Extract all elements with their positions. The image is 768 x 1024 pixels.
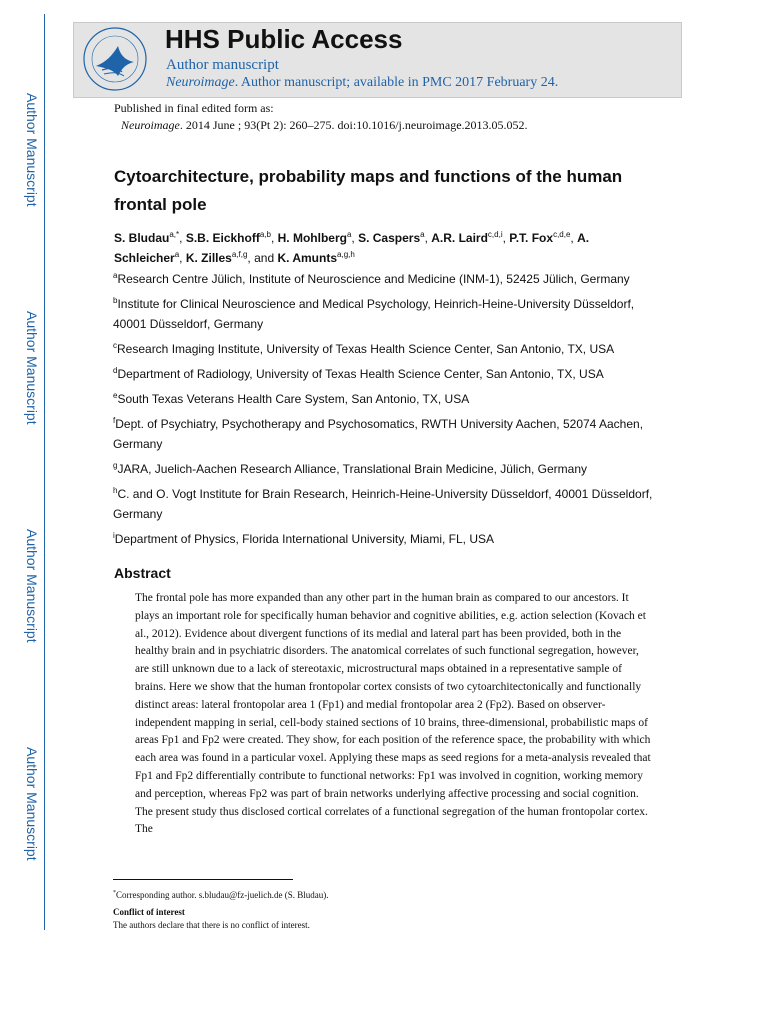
corresponding-author-note (113, 889, 673, 902)
affiliation-text: Department of Radiology, University of Texas Health Science Center, San Antonio, TX, USA (117, 367, 604, 381)
conflict-of-interest-heading: Conflict of interest (113, 907, 185, 917)
author-separator: , (179, 251, 186, 265)
author-affiliation-marker: c,d,i (487, 230, 503, 239)
margin-divider (44, 14, 45, 930)
author-separator: , (270, 231, 278, 245)
availability-text: . Author manuscript; available in PMC 2017 February 24. (234, 75, 559, 90)
affiliation-item (113, 269, 653, 289)
author-affiliation-marker: a,f,g (231, 250, 248, 259)
hhs-eagle-logo-icon (82, 26, 148, 92)
author-name: A. Schleicher (114, 231, 590, 265)
side-label-author-manuscript: Author Manuscript (24, 93, 40, 207)
affiliation-marker: b (113, 296, 118, 305)
affiliation-item (113, 364, 653, 384)
affiliation-item (113, 339, 653, 359)
author-affiliation-marker: a,* (169, 230, 180, 239)
footnotes (113, 889, 673, 932)
affiliation-text: Dept. of Psychiatry, Psychotherapy and Psychosomatics, RWTH University Aachen, 52074 Aachen, Germany (113, 417, 644, 451)
author-separator: , and (247, 251, 278, 265)
article-title: Cytoarchitecture, probability maps and functions of the human frontal pole (114, 167, 623, 214)
author-name: K. Zilles (185, 251, 232, 265)
published-in-block (114, 100, 528, 134)
author-affiliation-marker: a (174, 250, 180, 259)
author-separator: , (570, 231, 578, 245)
author-separator: , (502, 231, 510, 245)
author-name: H. Mohlberg (277, 231, 347, 245)
affiliation-marker: c (113, 341, 117, 350)
author-name: P.T. Fox (509, 231, 554, 245)
journal-availability-line (166, 75, 558, 91)
conflict-of-interest-text: The authors declare that there is no conflict of interest. (113, 920, 310, 930)
author-name: A.R. Laird (431, 231, 488, 245)
author-separator: , (351, 231, 359, 245)
author-name: K. Amunts (277, 251, 338, 265)
footnote-rule (113, 879, 293, 880)
citation-line (114, 117, 528, 134)
affiliation-marker: i (113, 531, 115, 540)
affiliation-text: Department of Physics, Florida International University, Miami, FL, USA (114, 532, 495, 546)
author-name: S.B. Eickhoff (185, 231, 260, 245)
side-label-author-manuscript: Author Manuscript (24, 529, 40, 643)
affiliation-marker: a (113, 271, 118, 280)
abstract-heading: Abstract (114, 565, 171, 581)
affiliation-marker: d (113, 366, 118, 375)
corresponding-author-text: Corresponding author. s.bludau@fz-juelich.de (S. Bludau). (116, 890, 329, 900)
affiliation-text: Institute for Clinical Neuroscience and Medical Psychology, Heinrich-Heine-University Düsseldorf, 40001 Düsseldorf, Germany (113, 297, 635, 331)
affiliation-text: South Texas Veterans Health Care System, San Antonio, TX, USA (117, 392, 470, 406)
affiliation-marker: f (113, 416, 116, 425)
affiliation-marker: e (113, 391, 118, 400)
side-label-author-manuscript: Author Manuscript (24, 311, 40, 425)
affiliation-list (113, 269, 653, 554)
author-name: S. Caspers (358, 231, 421, 245)
published-label: Published in final edited form as: (114, 101, 274, 115)
affiliation-text: Research Imaging Institute, University of Texas Health Science Center, San Antonio, TX, USA (117, 342, 615, 356)
author-name: S. Bludau (114, 231, 170, 245)
author-separator: , (424, 231, 432, 245)
author-manuscript-label: Author manuscript (166, 57, 279, 73)
hhs-public-access-title: HHS Public Access (165, 24, 403, 54)
affiliation-marker: h (113, 486, 118, 495)
affiliation-item (113, 294, 653, 334)
citation-journal: Neuroimage (121, 118, 180, 132)
footnote-marker: * (113, 890, 116, 896)
author-affiliation-marker: c,d,e (553, 230, 571, 239)
author-affiliation-marker: a (420, 230, 425, 239)
author-affiliation-marker: a (346, 230, 352, 239)
affiliation-text: C. and O. Vogt Institute for Brain Research, Heinrich-Heine-University Düsseldorf, 40001 Düsseldorf, Germany (113, 487, 653, 521)
affiliation-text: Research Centre Jülich, Institute of Neuroscience and Medicine (INM-1), 52425 Jülich, Germany (117, 272, 630, 286)
journal-name: Neuroimage (166, 75, 235, 90)
affiliation-item (113, 529, 653, 549)
affiliation-marker: g (113, 461, 118, 470)
author-affiliation-marker: a,g,h (337, 250, 355, 259)
citation-details: . 2014 June ; 93(Pt 2): 260–275. doi:10.1016/j.neuroimage.2013.05.052. (179, 118, 528, 132)
author-separator: , (179, 231, 186, 245)
affiliation-item (113, 389, 653, 409)
author-affiliation-marker: a,b (259, 230, 271, 239)
affiliation-item (113, 414, 653, 454)
affiliation-text: JARA, Juelich-Aachen Research Alliance, Translational Brain Medicine, Jülich, Germany (117, 462, 588, 476)
affiliation-item (113, 484, 653, 524)
abstract-body: The frontal pole has more expanded than any other part in the human brain as compared to our ancestors. It plays an important role for specifically human behavior and cognitive abilities, e.g. action selection (Kovach et al., 2012). Evidence about divergent functions of its medial and lateral part has been provided, both in the healthy brain and in psychiatric disorders. The anatomical correlates of such functional segregation, however, are still unknown due to a lack of stereotaxic, microstructural maps obtained in a representative sample of brains. Here we show that the human frontopolar cortex consists of two cytoarchitectonically and functionally distinct areas: lateral frontopolar area 1 (Fp1) and medial frontopolar area 2 (Fp2). Based on observer-independent mapping in serial, cell-body stained sections of 10 brains, three-dimensional, probabilistic maps of areas Fp1 and Fp2 were created. They show, for each position of the reference space, the probability with which each area was found in a particular voxel. Applying these maps as seed regions for a meta-analysis revealed that Fp1 and Fp2 differentially contribute to functional networks: Fp1 was involved in cognition, working memory and perception, whereas Fp2 was part of brain networks underlying affective processing and social cognition. The present study thus disclosed cortical correlates of a functional segregation of the human frontopolar cortex. The (135, 592, 651, 836)
affiliation-item (113, 459, 653, 479)
side-label-author-manuscript: Author Manuscript (24, 747, 40, 861)
author-list (114, 228, 644, 268)
